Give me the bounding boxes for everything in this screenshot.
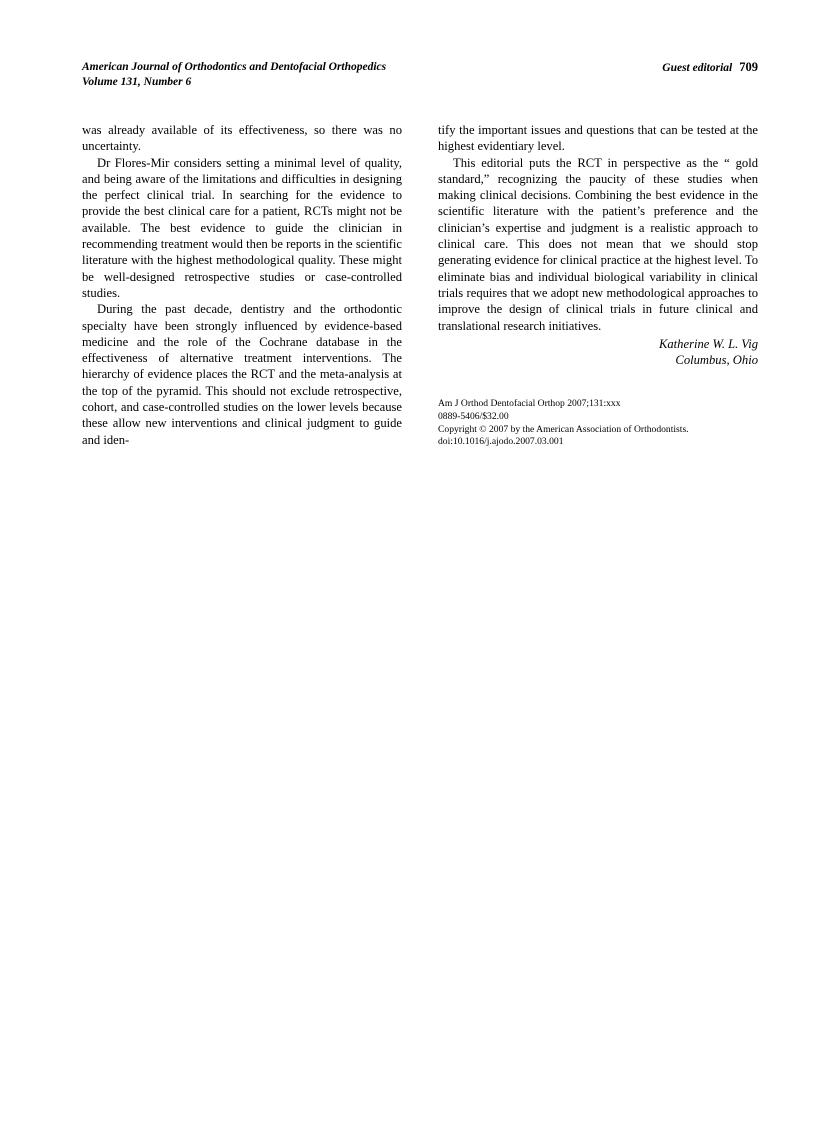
paragraph: was already available of its effectiveness, so there was no uncertainty.: [82, 123, 402, 154]
journal-title: American Journal of Orthodontics and Dentofacial Orthopedics: [82, 61, 387, 73]
journal-identification: [82, 60, 386, 89]
section-label: Guest editorial: [662, 62, 733, 74]
paragraph: Dr Flores-Mir considers setting a minimal level of quality, and being aware of the limitations and difficulties in designing the perfect clinical trial. In searching for the evidence to provide the best clinical care for a patient, RCTs might not be available. The best evidence to guide the clinician in recommending treatment would then be reports in the scientific literature with the highest methodological quality. These might be well-designed retrospective studies or case-controlled studies.: [82, 155, 402, 300]
article-footnote: [438, 398, 758, 448]
footnote-issn: 0889-5406/$32.00: [438, 411, 509, 423]
left-column: [82, 122, 402, 449]
page-number: 709: [739, 60, 758, 74]
right-column: [438, 122, 758, 449]
footnote-copyright: Copyright © 2007 by the American Association of Orthodontists.: [438, 423, 689, 435]
author-signature: [438, 336, 758, 369]
signature-location: Columbus, Ohio: [675, 353, 758, 368]
journal-volume-issue: Volume 131, Number 6: [82, 75, 192, 88]
article-body: [82, 122, 758, 449]
paragraph: During the past decade, dentistry and the orthodontic specialty have been strongly influenced by evidence-based medicine and the role of the Cochrane database in the effectiveness of alternative treatment interventions. The hierarchy of evidence places the RCT and the meta-analysis at the top of the pyramid. This should not exclude retrospective, cohort, and case-controlled studies on the lower levels because these allow new interventions and clinical judgment to guide and iden-: [82, 302, 402, 447]
header-section-and-page: [662, 60, 758, 76]
signature-name: Katherine W. L. Vig: [658, 336, 758, 351]
page-header: [82, 60, 758, 89]
footnote-citation: Am J Orthod Dentofacial Orthop 2007;131:xxx: [438, 398, 621, 410]
paragraph: tify the important issues and questions that can be tested at the highest evidentiary level.: [438, 123, 758, 154]
paragraph: This editorial puts the RCT in perspective as the “ gold standard,” recognizing the paucity of these studies when making clinical decisions. Combining the best evidence in the scientific literature with the patient’s preference and the clinician’s expertise and judgment is a realistic approach to clinical care. This does not mean that we should stop generating evidence for clinical practice at the highest level. To eliminate bias and individual biological variability in clinical trials requires that we adopt new methodological approaches to improve the design of clinical trials in future clinical and translational research initiatives.: [438, 155, 758, 333]
footnote-doi: doi:10.1016/j.ajodo.2007.03.001: [438, 436, 564, 448]
